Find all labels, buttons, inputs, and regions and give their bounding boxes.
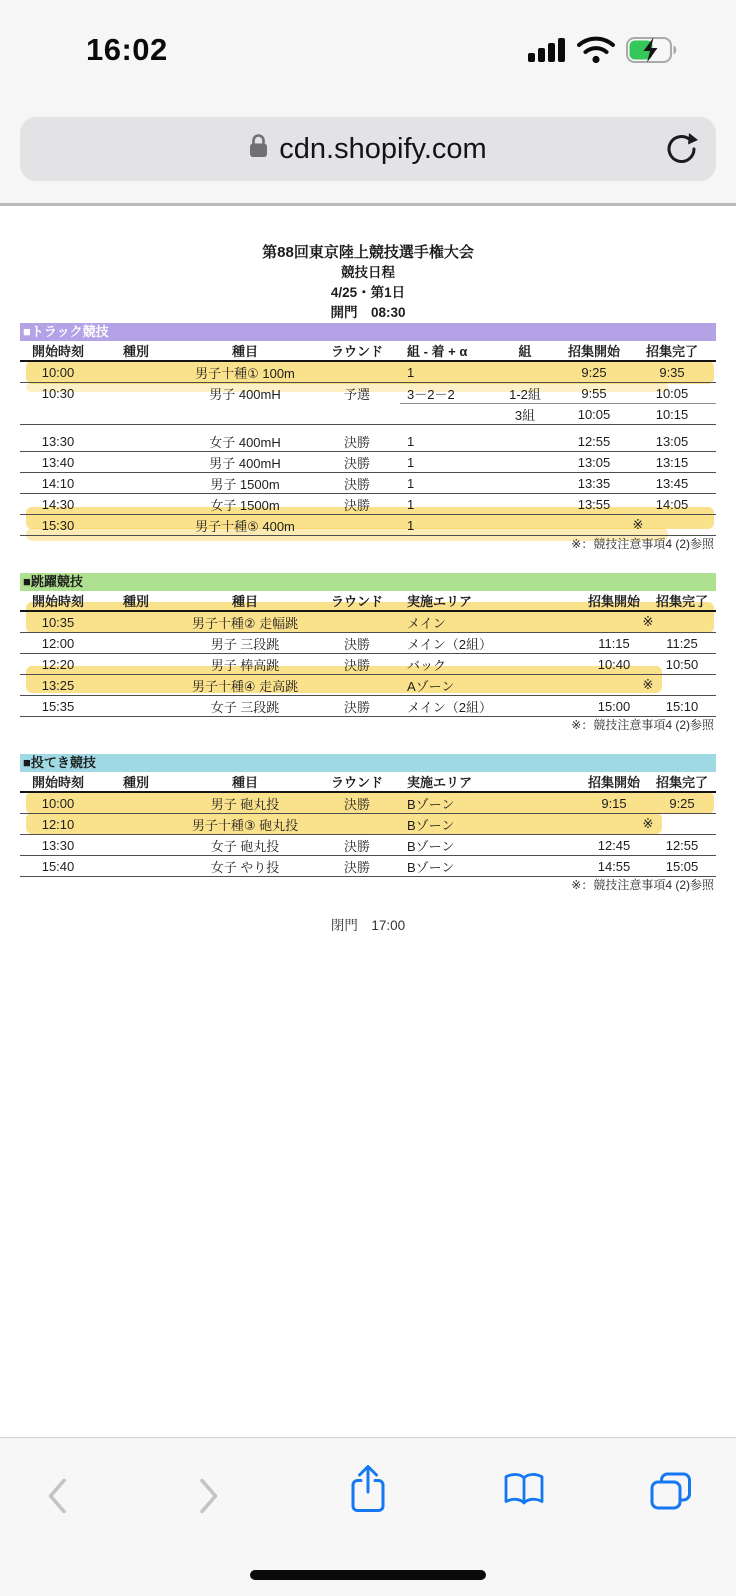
page-content [0, 206, 736, 1437]
cell: 15:10 [648, 696, 716, 717]
cell: 決勝 [314, 452, 400, 473]
table-section-bar: ■投てき競技 [20, 754, 716, 772]
cell [96, 696, 176, 717]
cell: 決勝 [314, 835, 400, 856]
cell: 男子十種⑤ 400m [176, 515, 314, 536]
table-footnote: ※：競技注意事項4 (2)参照 [571, 537, 714, 551]
cell [20, 404, 96, 425]
gate-open-time: 開門 08:30 [330, 305, 406, 320]
column-header: 種別 [96, 772, 176, 792]
document-header [0, 243, 736, 323]
cell: 決勝 [314, 696, 400, 717]
table-row [20, 792, 716, 814]
cell [314, 404, 400, 425]
cell: 14:10 [20, 473, 96, 494]
cell [314, 611, 400, 633]
cell: 予選 [343, 386, 370, 402]
cell [490, 494, 560, 515]
column-header: 招集開始 [580, 591, 648, 611]
schedule-table [20, 341, 716, 536]
cell [96, 494, 176, 515]
column-header: 種目 [176, 772, 314, 792]
battery-charging-icon [626, 37, 678, 68]
forward-chevron-icon[interactable] [198, 1478, 220, 1519]
cell [176, 404, 314, 425]
cell: 男子 棒高跳 [176, 654, 314, 675]
cell: 1 [400, 473, 490, 494]
cell: 決勝 [314, 792, 400, 814]
doc-title: 第88回東京陸上競技選手権大会 [262, 244, 474, 261]
cell: 12:20 [20, 654, 96, 675]
cell [96, 361, 176, 383]
table-section-bar: ■トラック競技 [20, 323, 716, 341]
cell: 決勝 [314, 431, 400, 452]
cell [96, 383, 176, 404]
cell: 男子十種② 走幅跳 [176, 611, 314, 633]
cell: バック [400, 654, 580, 675]
column-header: 招集完了 [648, 772, 716, 792]
cell: 12:45 [580, 835, 648, 856]
table-row [20, 696, 716, 717]
table-row [20, 494, 716, 515]
cell: 10:50 [648, 654, 716, 675]
cell: ※ [560, 515, 716, 536]
cell: ※ [580, 675, 716, 696]
cell [96, 814, 176, 835]
column-header: 組 [490, 341, 560, 361]
column-header: 実施エリア [400, 591, 580, 611]
cell: メイン（2組） [400, 696, 580, 717]
cell: 1 [400, 494, 490, 515]
cell [314, 675, 400, 696]
cell: 12:55 [648, 835, 716, 856]
column-header: 招集開始 [580, 772, 648, 792]
cell: 1 [400, 515, 490, 536]
table-row [20, 611, 716, 633]
cell [96, 404, 176, 425]
back-chevron-icon[interactable] [46, 1478, 68, 1519]
cell: 男子十種④ 走高跳 [176, 675, 314, 696]
table-row [20, 856, 716, 877]
table-row [20, 473, 716, 494]
cell: 10:05 [628, 383, 716, 404]
cell: 13:25 [20, 675, 96, 696]
cell: 9:25 [560, 361, 628, 383]
cell: 1-2組 [490, 383, 560, 404]
schedule-table [20, 591, 716, 717]
cell: Bゾーン [400, 835, 580, 856]
column-header: 開始時刻 [20, 591, 96, 611]
cell: 女子 砲丸投 [176, 835, 314, 856]
cell: Bゾーン [400, 792, 580, 814]
cell [96, 611, 176, 633]
cell [96, 792, 176, 814]
cell: メイン（2組） [400, 633, 580, 654]
cell: 14:30 [20, 494, 96, 515]
cell: 男子 三段跳 [176, 633, 314, 654]
cell: ※ [580, 814, 716, 835]
cell: 15:30 [20, 515, 96, 536]
cell: 10:00 [20, 792, 96, 814]
cell: 13:15 [628, 452, 716, 473]
table-row [20, 383, 716, 404]
cell: 10:15 [628, 404, 716, 425]
column-header: 開始時刻 [20, 341, 96, 361]
cell: 13:55 [560, 494, 628, 515]
cell: 男子 400mH [209, 386, 281, 402]
cell [96, 835, 176, 856]
cell: Aゾーン [400, 675, 580, 696]
cell: 男子十種① 100m [176, 361, 314, 383]
cell: 14:05 [628, 494, 716, 515]
cell: 11:15 [580, 633, 648, 654]
cell: ※ [580, 611, 716, 633]
table-row [20, 633, 716, 654]
doc-subtitle: 競技日程 [341, 265, 395, 280]
cell: 女子 やり投 [176, 856, 314, 877]
cell: メイン [400, 611, 580, 633]
address-bar[interactable] [20, 117, 716, 181]
cell: 13:30 [20, 431, 96, 452]
cell [490, 515, 560, 536]
cell: 男子 1500m [176, 473, 314, 494]
column-header: 組 - 着 + α [400, 341, 490, 361]
status-time: 16:02 [86, 32, 168, 67]
cell: 女子 1500m [176, 494, 314, 515]
cell: 11:25 [648, 633, 716, 654]
tabs-icon[interactable] [650, 1472, 692, 1515]
table-footnote: ※：競技注意事項4 (2)参照 [571, 718, 714, 732]
gate-close-time: 閉門 17:00 [330, 918, 406, 933]
cell: 13:05 [628, 431, 716, 452]
cell: 12:00 [20, 633, 96, 654]
cell: 男子 400mH [176, 452, 314, 473]
address-url: cdn.shopify.com [279, 132, 487, 165]
column-header: 招集完了 [628, 341, 716, 361]
cell: 決勝 [314, 473, 400, 494]
cell: 13:45 [628, 473, 716, 494]
cell: 13:40 [20, 452, 96, 473]
cell: 9:55 [560, 383, 628, 404]
table-section-track [20, 323, 716, 552]
table-row [20, 675, 716, 696]
cell: 女子 400mH [176, 431, 314, 452]
cell [490, 452, 560, 473]
table-row [20, 654, 716, 675]
column-header: 種目 [176, 341, 314, 361]
cell: 9:25 [648, 792, 716, 814]
column-header: ラウンド [314, 591, 400, 611]
cell: 10:00 [20, 361, 96, 383]
cell: 決勝 [314, 654, 400, 675]
cell: 決勝 [314, 856, 400, 877]
cell: 14:55 [580, 856, 648, 877]
share-icon[interactable] [349, 1463, 387, 1518]
cell: 決勝 [314, 494, 400, 515]
table-row [20, 835, 716, 856]
cell [96, 675, 176, 696]
cell [96, 473, 176, 494]
cell: 12:10 [20, 814, 96, 835]
column-header: 種目 [176, 591, 314, 611]
bookmarks-icon[interactable] [503, 1472, 545, 1513]
reload-icon[interactable] [664, 131, 700, 167]
cell: 12:55 [560, 431, 628, 452]
signal-bars-icon [528, 37, 566, 68]
cell: Bゾーン [400, 814, 580, 835]
column-header: ラウンド [314, 341, 400, 361]
column-header: 種別 [96, 341, 176, 361]
cell: 13:05 [560, 452, 628, 473]
cell: 3組 [490, 404, 560, 425]
doc-date: 4/25・第1日 [330, 285, 406, 300]
cell: 10:30 [41, 385, 75, 401]
cell: 15:35 [20, 696, 96, 717]
column-header: 種別 [96, 591, 176, 611]
cell [96, 431, 176, 452]
table-row [20, 431, 716, 452]
cell [96, 633, 176, 654]
table-row [20, 361, 716, 383]
cell: 決勝 [314, 633, 400, 654]
browser-toolbar-bottom [0, 1437, 736, 1596]
browser-chrome-top [0, 0, 736, 206]
cell [400, 404, 490, 425]
cell: 9:35 [628, 361, 716, 383]
cell: 10:40 [580, 654, 648, 675]
cell: 10:35 [20, 611, 96, 633]
cell: 3－2－2 [400, 383, 490, 404]
cell: 15:00 [580, 696, 648, 717]
cell: 女子 三段跳 [176, 696, 314, 717]
cell [314, 361, 400, 383]
cell: 15:05 [648, 856, 716, 877]
cell: 13:35 [560, 473, 628, 494]
column-header: 実施エリア [400, 772, 580, 792]
cell [490, 473, 560, 494]
cell: 1 [400, 431, 490, 452]
table-row [20, 404, 716, 425]
schedule-table [20, 772, 716, 877]
cell: 男子十種③ 砲丸投 [176, 814, 314, 835]
cell: 1 [400, 452, 490, 473]
cell [96, 654, 176, 675]
cell [314, 515, 400, 536]
cell [490, 431, 560, 452]
table-section-jumps [20, 573, 716, 733]
cell [96, 515, 176, 536]
cell: 1 [400, 361, 490, 383]
cell: 15:40 [20, 856, 96, 877]
lock-icon [249, 133, 268, 166]
status-bar [0, 30, 736, 74]
table-row [20, 452, 716, 473]
wifi-icon [576, 36, 616, 69]
column-header: 招集完了 [648, 591, 716, 611]
cell [314, 814, 400, 835]
table-section-throws [20, 754, 716, 893]
table-section-bar: ■跳躍競技 [20, 573, 716, 591]
cell: 9:15 [580, 792, 648, 814]
cell [96, 856, 176, 877]
column-header: 招集開始 [560, 341, 628, 361]
table-row [20, 515, 716, 536]
cell [96, 452, 176, 473]
table-row [20, 814, 716, 835]
status-icons [528, 36, 678, 69]
cell: 10:05 [560, 404, 628, 425]
table-footnote: ※：競技注意事項4 (2)参照 [571, 878, 714, 892]
column-header: ラウンド [314, 772, 400, 792]
column-header: 開始時刻 [20, 772, 96, 792]
home-indicator[interactable] [250, 1570, 486, 1580]
cell: 男子 砲丸投 [176, 792, 314, 814]
cell [490, 361, 560, 383]
cell: Bゾーン [400, 856, 580, 877]
cell: 13:30 [20, 835, 96, 856]
